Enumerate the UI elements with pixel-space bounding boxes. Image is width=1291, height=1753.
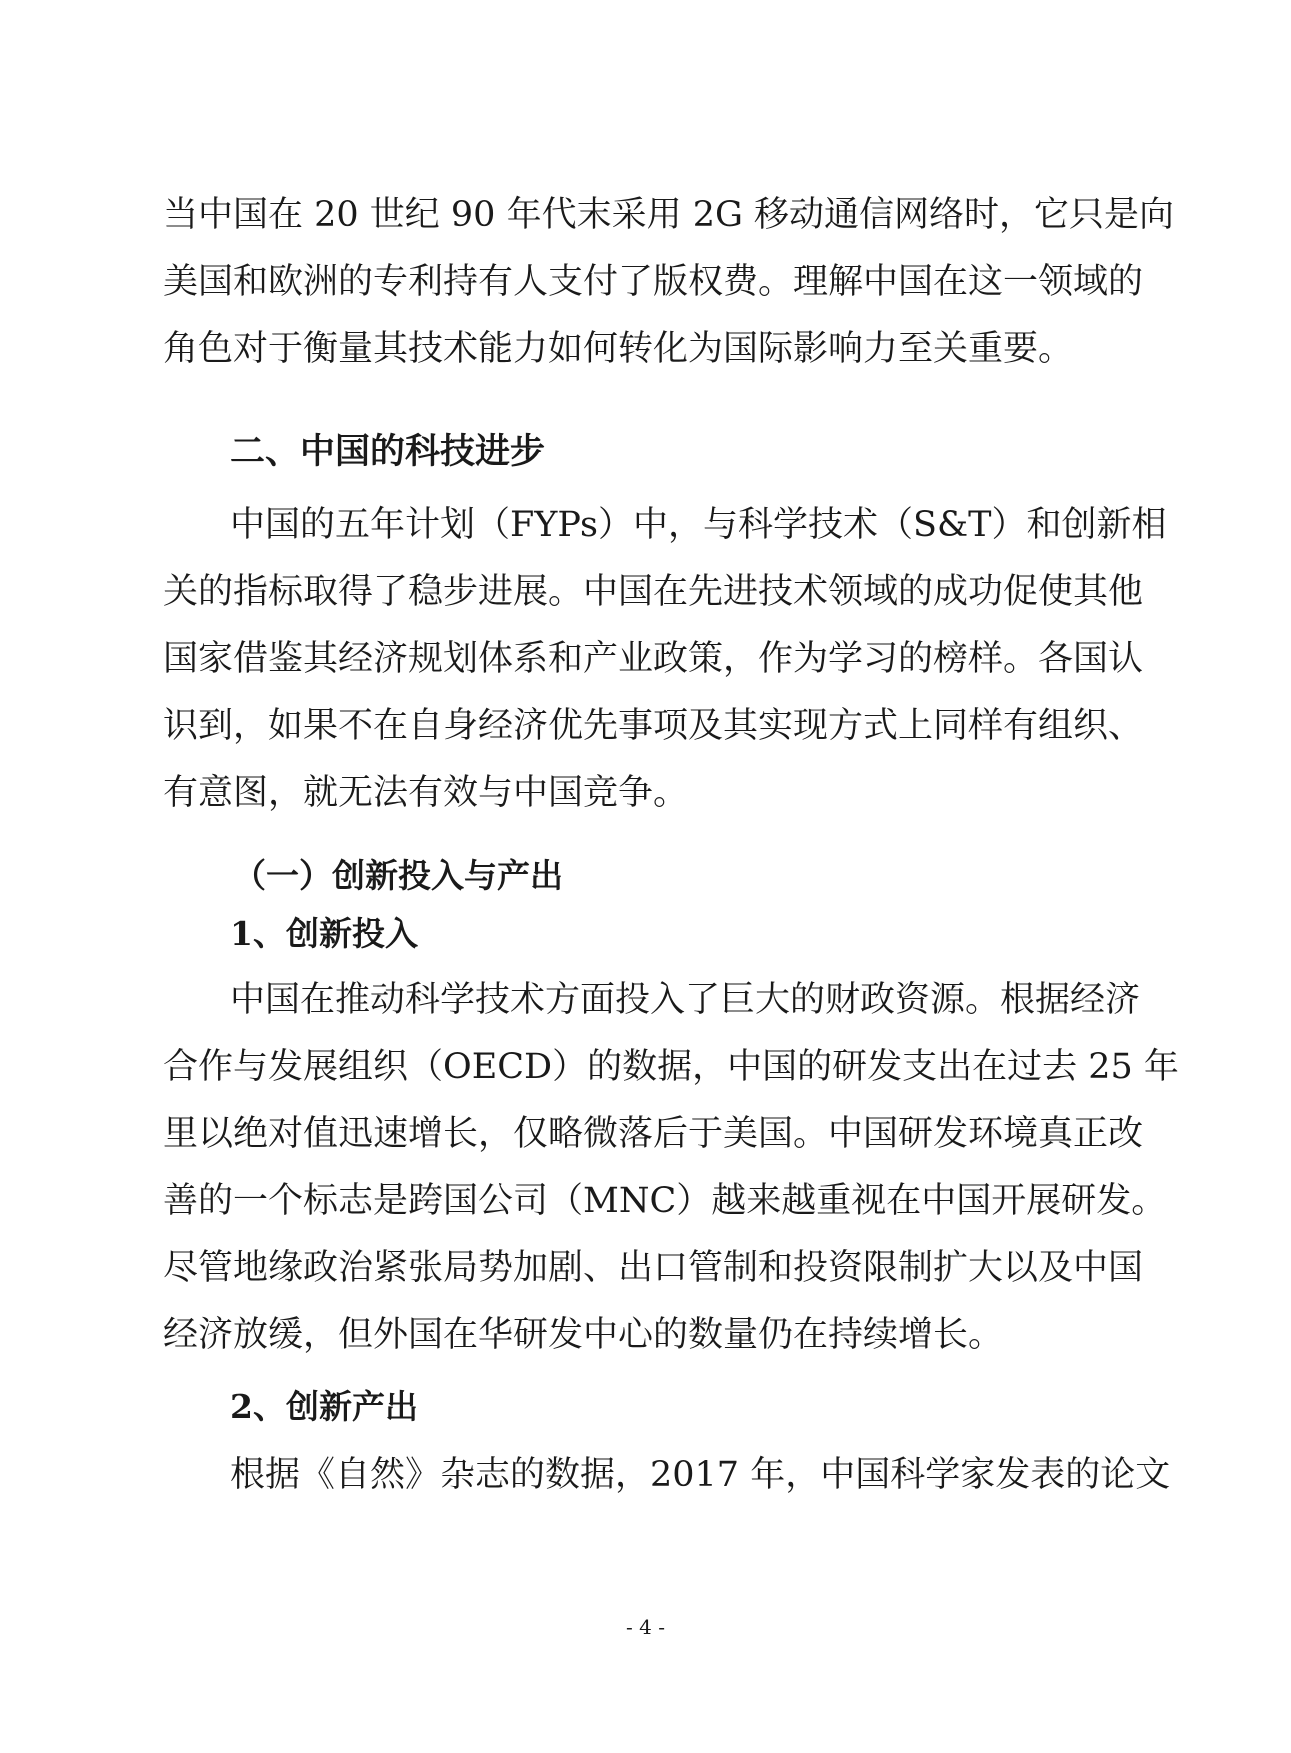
paragraph-line: 中国的五年计划（FYPs）中，与科学技术（S&T）和创新相 (230, 505, 1167, 545)
paragraph-line: 识到，如果不在自身经济优先事项及其实现方式上同样有组织、 (163, 706, 1144, 746)
paragraph-line: 善的一个标志是跨国公司（MNC）越来越重视在中国开展研发。 (163, 1181, 1167, 1221)
paragraph-line: 美国和欧洲的专利持有人支付了版权费。理解中国在这一领域的 (163, 262, 1144, 302)
paragraph-line: 角色对于衡量其技术能力如何转化为国际影响力至关重要。 (163, 329, 1074, 369)
paragraph-line: 有意图，就无法有效与中国竞争。 (163, 773, 689, 813)
paragraph-line: 根据《自然》杂志的数据，2017 年，中国科学家发表的论文 (230, 1455, 1171, 1495)
paragraph-line: 经济放缓，但外国在华研发中心的数量仍在持续增长。 (163, 1315, 1004, 1355)
paragraph-line: 关的指标取得了稳步进展。中国在先进技术领域的成功促使其他 (163, 572, 1144, 612)
sub-subsection-heading: 1、创新投入 (230, 914, 418, 953)
paragraph-line: 里以绝对值迅速增长，仅略微落后于美国。中国研发环境真正改 (163, 1114, 1144, 1154)
section-heading: 二、中国的科技进步 (230, 432, 546, 472)
paragraph-line: 中国在推动科学技术方面投入了巨大的财政资源。根据经济 (230, 980, 1141, 1020)
subsection-heading: （一）创新投入与产出 (233, 856, 563, 895)
paragraph-line: 国家借鉴其经济规划体系和产业政策，作为学习的榜样。各国认 (163, 639, 1144, 679)
page-number: - 4 - (626, 1615, 665, 1639)
sub-subsection-heading: 2、创新产出 (230, 1387, 418, 1426)
paragraph-line: 当中国在 20 世纪 90 年代末采用 2G 移动通信网络时，它只是向 (163, 195, 1175, 235)
paragraph-line: 合作与发展组织（OECD）的数据，中国的研发支出在过去 25 年 (163, 1047, 1179, 1087)
paragraph-line: 尽管地缘政治紧张局势加剧、出口管制和投资限制扩大以及中国 (163, 1248, 1144, 1288)
